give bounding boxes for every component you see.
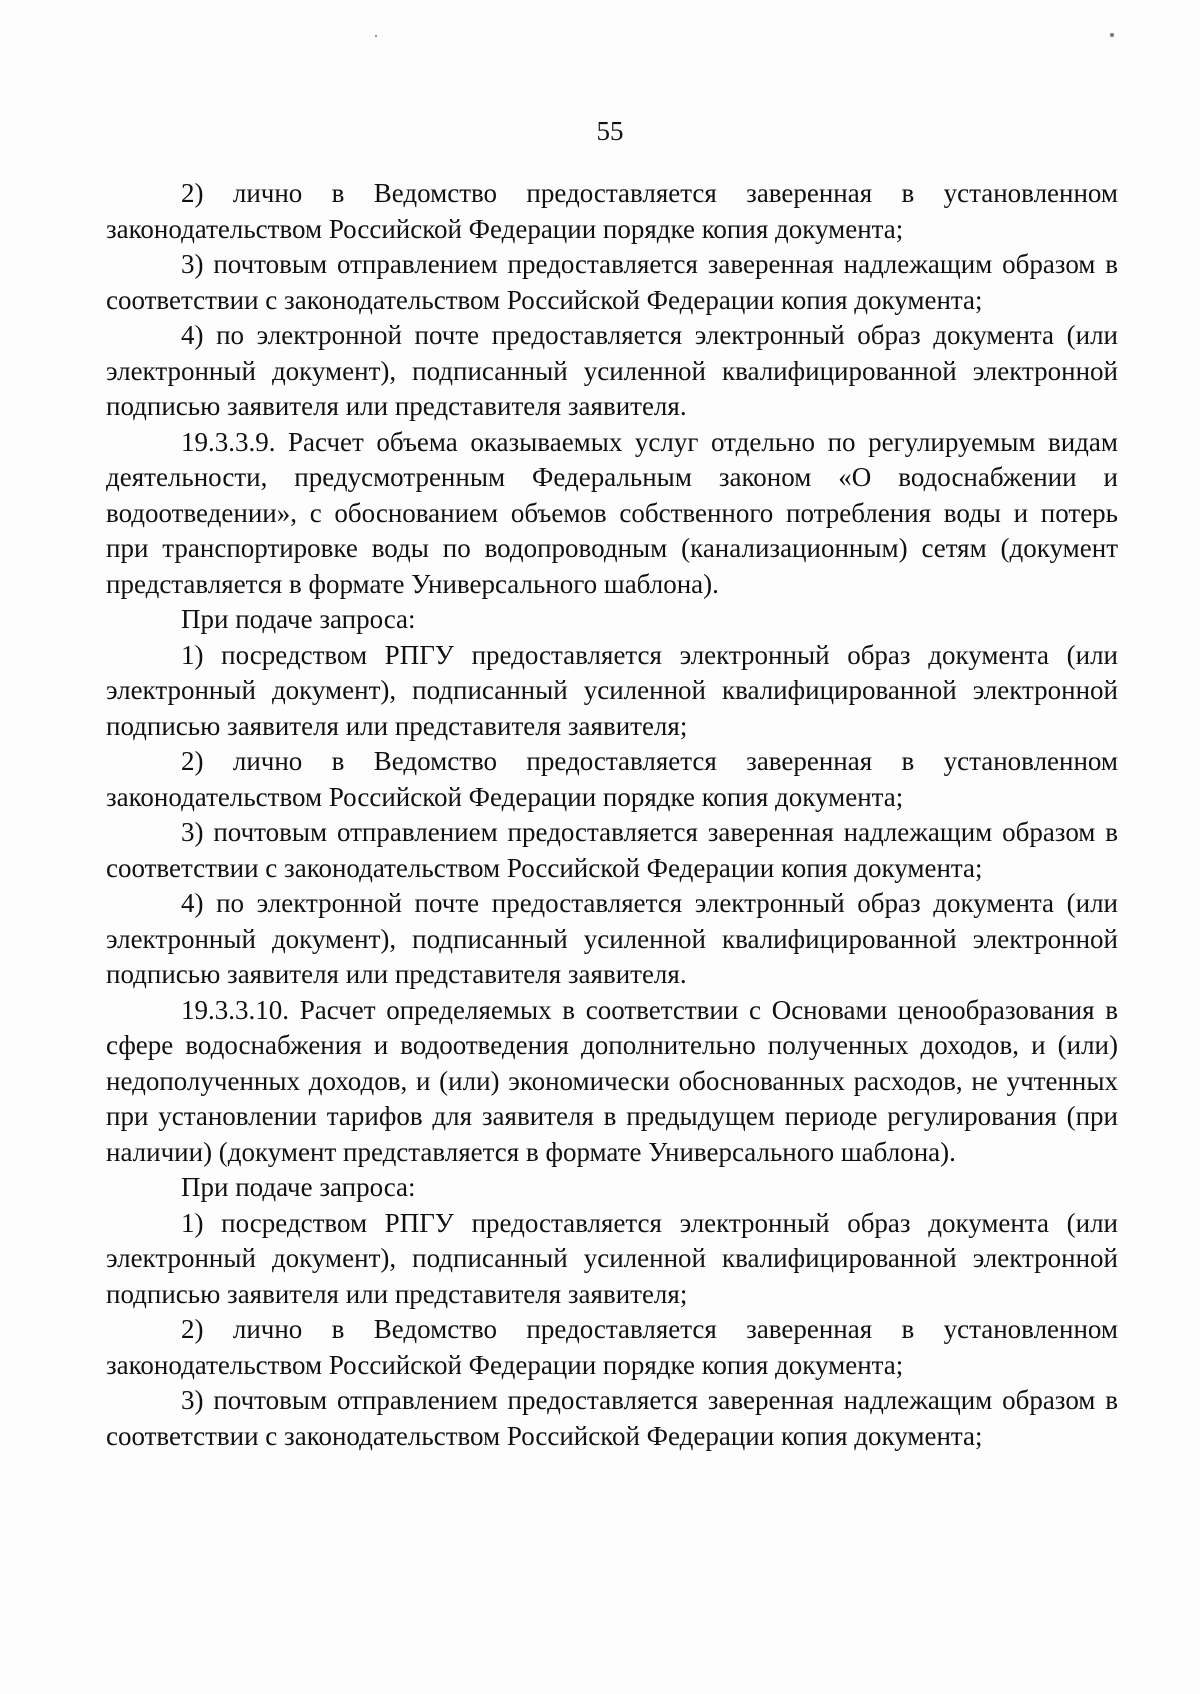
paragraph: 3) почтовым отправлением предоставляется заверенная надлежащим образом в соответствии с законодательством Российской Федерации копия документа; bbox=[106, 249, 1118, 315]
scan-speck bbox=[1110, 33, 1114, 37]
paragraph: 2) лично в Ведомство предоставляется заверенная в установленном законодательством Российской Федерации порядке копия документа; bbox=[106, 746, 1118, 812]
paragraph: 3) почтовым отправлением предоставляется заверенная надлежащим образом в соответствии с законодательством Российской Федерации копия документа; bbox=[106, 817, 1118, 883]
paragraph: При подаче запроса: bbox=[181, 604, 416, 634]
paragraph: 4) по электронной почте предоставляется электронный образ документа (или электронный документ), подписанный усиленной квалифицированной электронной подписью заявителя или представителя заявителя. bbox=[106, 888, 1118, 989]
document-body bbox=[106, 176, 1118, 1454]
paragraph: 19.3.3.10. Расчет определяемых в соответствии с Основами ценообразования в сфере водоснабжения и водоотведения дополнительно полученных доходов, и (или) недополученных доходов, и (или) экономически обоснованных расходов, не учтенных при установлении тарифов для заявителя в предыдущем периоде регулирования (при наличии) (документ представляется в формате Универсального шаблона). bbox=[106, 994, 1118, 1167]
paragraph: 19.3.3.9. Расчет объема оказываемых услуг отдельно по регулируемым видам деятельности, предусмотренным Федеральным законом «О водоснабжении и водоотведении», с обоснованием объемов собственного потребления воды и потерь при транспортировке воды по водопроводным (канализационным) сетям (документ представляется в формате Универсального шаблона). bbox=[106, 426, 1118, 599]
scan-speck bbox=[375, 35, 377, 37]
paragraph: 4) по электронной почте предоставляется электронный образ документа (или электронный документ), подписанный усиленной квалифицированной электронной подписью заявителя или представителя заявителя. bbox=[106, 320, 1118, 421]
paragraph: 1) посредством РПГУ предоставляется электронный образ документа (или электронный документ), подписанный усиленной квалифицированной электронной подписью заявителя или представителя заявителя; bbox=[106, 1207, 1118, 1309]
paragraph: 1) посредством РПГУ предоставляется электронный образ документа (или электронный документ), подписанный усиленной квалифицированной электронной подписью заявителя или представителя заявителя; bbox=[106, 639, 1118, 741]
paragraph: 3) почтовым отправлением предоставляется заверенная надлежащим образом в соответствии с законодательством Российской Федерации копия документа; bbox=[106, 1385, 1118, 1451]
paragraph: 2) лично в Ведомство предоставляется заверенная в установленном законодательством Российской Федерации порядке копия документа; bbox=[106, 178, 1118, 244]
paragraph: При подаче запроса: bbox=[181, 1172, 416, 1202]
page-number: 55 bbox=[596, 116, 624, 146]
paragraph: 2) лично в Ведомство предоставляется заверенная в установленном законодательством Российской Федерации порядке копия документа; bbox=[106, 1314, 1118, 1380]
